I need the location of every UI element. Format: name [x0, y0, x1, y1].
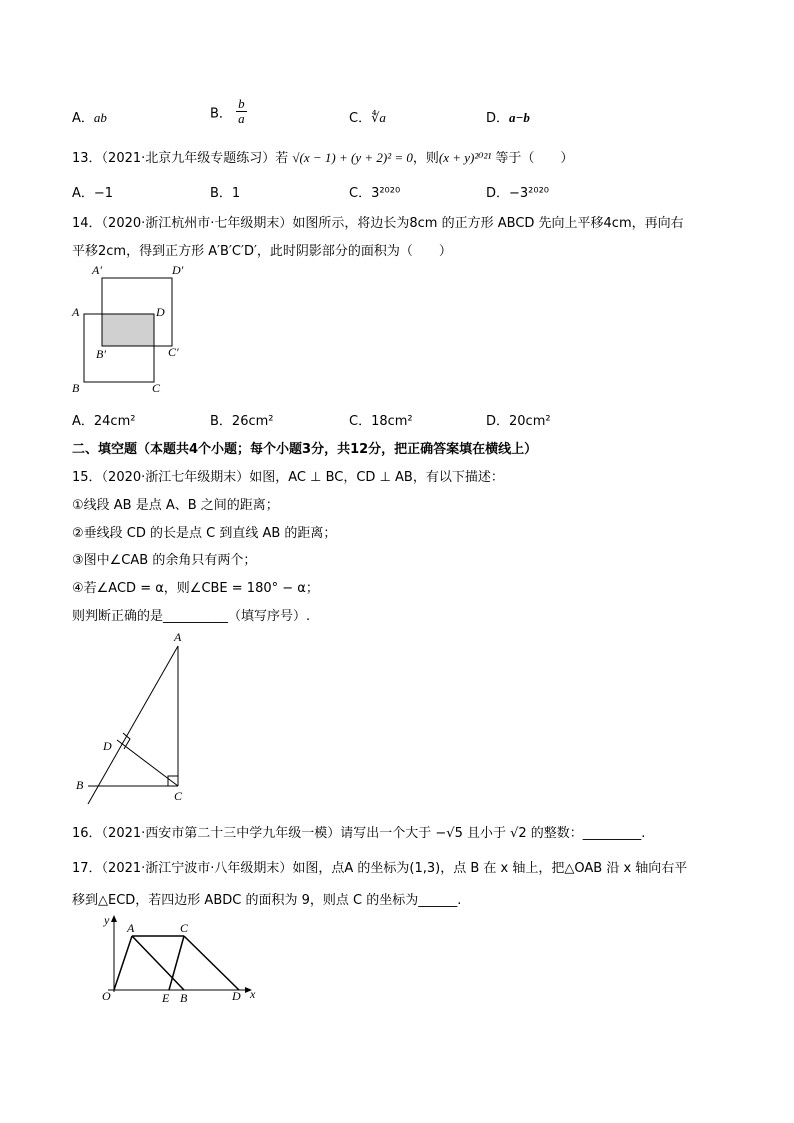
q14-square-figure: [66, 262, 196, 398]
segment-oa: [114, 936, 132, 990]
segment-cd: [117, 740, 178, 786]
q13-prefix: 13．（2021·北京九年级专题练习）若: [72, 151, 289, 166]
q13-option-a: A．−1: [72, 186, 114, 201]
q13-condition: √(x − 1) + (y + 2)² = 0: [292, 150, 413, 165]
q17-stem-line1: 17．（2021·浙江宁波市·八年级期末）如图，点A 的坐标为(1,3)，点 B 在 x 轴上，把△OAB 沿 x 轴向右平: [72, 861, 688, 876]
q13-middle: ，则: [412, 151, 439, 166]
label-b-prime: B′: [96, 347, 106, 361]
q15-item-4: ④若∠ACD = α，则∠CBE = 180° − α；: [72, 581, 319, 596]
q13-expression: (x + y)²⁰²¹: [438, 150, 492, 165]
label-c-prime: C′: [168, 345, 179, 359]
q12-option-c: [349, 107, 386, 126]
label-b: B: [180, 991, 188, 1004]
label-a: A: [72, 305, 80, 319]
label-x: x: [250, 987, 256, 1001]
label-a-prime: A′: [92, 263, 102, 277]
option-expr: ab: [93, 110, 107, 125]
q16-stem: 16．（2021·西安市第二十三中学九年级一模）请写出一个大于 −√5 且小于 √2 的整数：_________.: [72, 826, 646, 841]
label-c: C: [152, 381, 161, 395]
q12-option-d: [486, 107, 530, 126]
label-o: O: [102, 989, 111, 1003]
label-d: D: [156, 305, 165, 319]
q12-option-b: [210, 97, 247, 127]
q13-option-c: C．3²⁰²⁰: [349, 186, 401, 201]
q12-option-a: [72, 107, 107, 126]
label-d-prime: D′: [172, 263, 184, 277]
label-b: B: [76, 778, 84, 792]
label-d: D: [232, 989, 241, 1003]
q15-triangle-figure: [70, 628, 200, 806]
q13-option-d: D．−3²⁰²⁰: [486, 186, 550, 201]
label-e: E: [162, 991, 170, 1004]
shaded-region: [102, 314, 154, 346]
option-expr: ∜a: [371, 110, 386, 125]
q14-stem-line2: 平移2cm，得到正方形 A′B′C′D′，此时阴影部分的面积为（ ）: [72, 244, 452, 259]
q15-item-1: ①线段 AB 是点 A、B 之间的距离；: [72, 498, 279, 513]
q14-option-b: B．26cm²: [210, 414, 274, 429]
fraction-numerator: b: [238, 96, 245, 111]
q15-item-3: ③图中∠CAB 的余角只有两个；: [72, 553, 257, 568]
q13-stem: [72, 147, 573, 166]
option-label: A．: [72, 111, 94, 126]
q15-item-2: ②垂线段 CD 的长是点 C 到直线 AB 的距离；: [72, 526, 337, 541]
q13-option-b: B．1: [210, 186, 241, 201]
label-a: A: [174, 630, 182, 644]
fraction: [236, 97, 247, 127]
q14-option-c: C．18cm²: [349, 414, 413, 429]
segment-cd: [184, 936, 239, 990]
q15-stem: 15．（2020·浙江七年级期末）如图，AC ⊥ BC，CD ⊥ AB，有以下描述：: [72, 470, 504, 485]
line-ab: [88, 646, 178, 804]
y-axis-arrow: [111, 915, 117, 922]
q14-stem-line1: 14．（2020·浙江杭州市·七年级期末）如图所示，将边长为8cm 的正方形 ABCD 先向上平移4cm，再向右: [72, 216, 684, 231]
option-label: B．: [210, 106, 232, 122]
label-a: A: [127, 921, 135, 935]
fraction-denominator: a: [238, 111, 245, 127]
label-d: D: [103, 739, 112, 753]
q15-prompt: 则判断正确的是__________（填写序号）.: [72, 609, 311, 624]
option-label: D．: [486, 111, 510, 126]
label-c: C: [180, 921, 189, 935]
label-y: y: [104, 913, 110, 927]
label-c: C: [174, 789, 183, 803]
label-b: B: [72, 381, 80, 395]
option-label: C．: [349, 111, 372, 126]
q17-stem-line2: 移到△ECD，若四边形 ABDC 的面积为 9，则点 C 的坐标为______.: [72, 893, 462, 908]
q14-option-a: A．24cm²: [72, 414, 136, 429]
q13-suffix: 等于（ ）: [495, 151, 574, 166]
q14-option-d: D．20cm²: [486, 414, 551, 429]
section-heading: 二、填空题（本题共4个小题；每个小题3分，共12分，把正确答案填在横线上）: [72, 442, 538, 457]
q17-coordinate-figure: [94, 912, 264, 1004]
option-expr: a−b: [509, 110, 530, 125]
